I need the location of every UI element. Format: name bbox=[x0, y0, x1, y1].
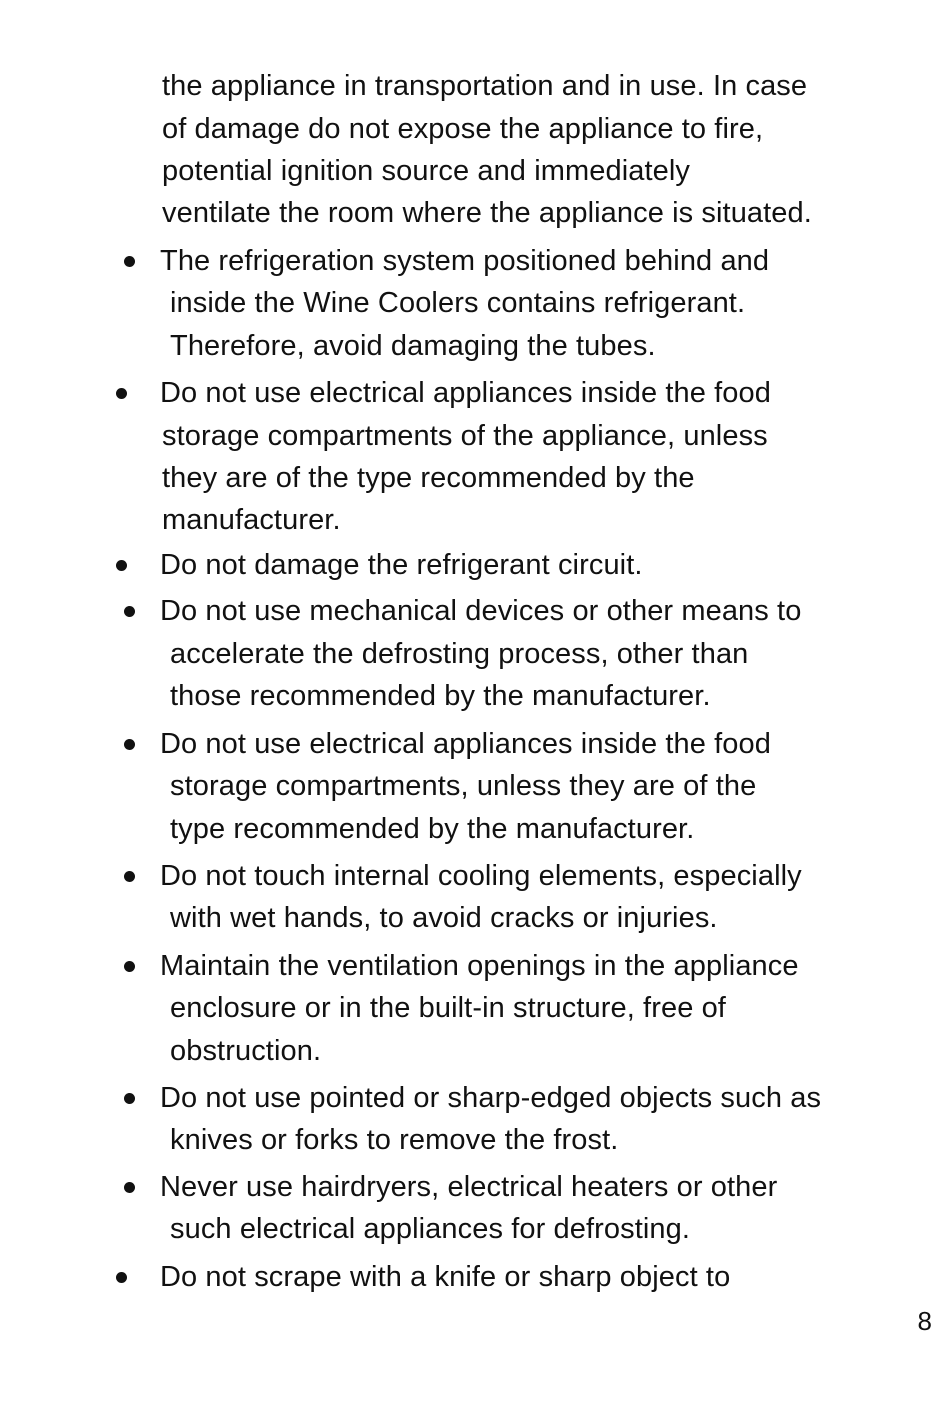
bullet-line: Do not use electrical appliances inside the food bbox=[160, 728, 771, 760]
bullet-line: Do not touch internal cooling elements, especially bbox=[160, 860, 802, 892]
bullet-line: The refrigeration system positioned behind and bbox=[160, 245, 770, 277]
bullet-line: Do not use mechanical devices or other means to bbox=[160, 595, 802, 627]
bullet-line: Do not scrape with a knife or sharp object to bbox=[160, 1261, 731, 1293]
bullet-line: manufacturer. bbox=[162, 504, 341, 536]
bullet-icon bbox=[116, 560, 127, 571]
bullet-line: those recommended by the manufacturer. bbox=[170, 680, 711, 712]
bullet-icon bbox=[124, 871, 135, 882]
bullet-line: type recommended by the manufacturer. bbox=[170, 813, 695, 845]
bullet-line: Therefore, avoid damaging the tubes. bbox=[170, 330, 656, 362]
bullet-icon bbox=[124, 256, 135, 267]
bullet-line: obstruction. bbox=[170, 1035, 322, 1067]
bullet-line: Do not damage the refrigerant circuit. bbox=[160, 549, 643, 581]
bullet-line: knives or forks to remove the frost. bbox=[170, 1124, 619, 1156]
bullet-icon bbox=[124, 1182, 135, 1193]
bullet-icon bbox=[124, 961, 135, 972]
bullet-line: Do not use pointed or sharp-edged objects such as bbox=[160, 1082, 822, 1114]
bullet-icon bbox=[116, 388, 127, 399]
bullet-line: such electrical appliances for defrosting. bbox=[170, 1213, 691, 1245]
bullet-line: storage compartments of the appliance, unless bbox=[162, 420, 768, 452]
paragraph-line: of damage do not expose the appliance to fire, bbox=[162, 113, 764, 145]
bullet-line: inside the Wine Coolers contains refrigerant. bbox=[170, 287, 746, 319]
bullet-line: they are of the type recommended by the bbox=[162, 462, 695, 494]
bullet-icon bbox=[124, 739, 135, 750]
bullet-line: with wet hands, to avoid cracks or injuries. bbox=[170, 902, 718, 934]
page-number: 8 bbox=[917, 1306, 932, 1336]
bullet-icon bbox=[124, 1093, 135, 1104]
bullet-line: enclosure or in the built-in structure, free of bbox=[170, 992, 726, 1024]
bullet-icon bbox=[116, 1272, 127, 1283]
paragraph-line: potential ignition source and immediately bbox=[162, 155, 691, 187]
paragraph-line: ventilate the room where the appliance is situated. bbox=[162, 197, 812, 229]
paragraph-line: the appliance in transportation and in use. In case bbox=[162, 70, 808, 102]
bullet-line: Never use hairdryers, electrical heaters or other bbox=[160, 1171, 778, 1203]
bullet-line: accelerate the defrosting process, other than bbox=[170, 638, 749, 670]
bullet-line: Maintain the ventilation openings in the appliance bbox=[160, 950, 799, 982]
bullet-line: storage compartments, unless they are of the bbox=[170, 770, 757, 802]
bullet-icon bbox=[124, 606, 135, 617]
bullet-line: Do not use electrical appliances inside the food bbox=[160, 377, 771, 409]
